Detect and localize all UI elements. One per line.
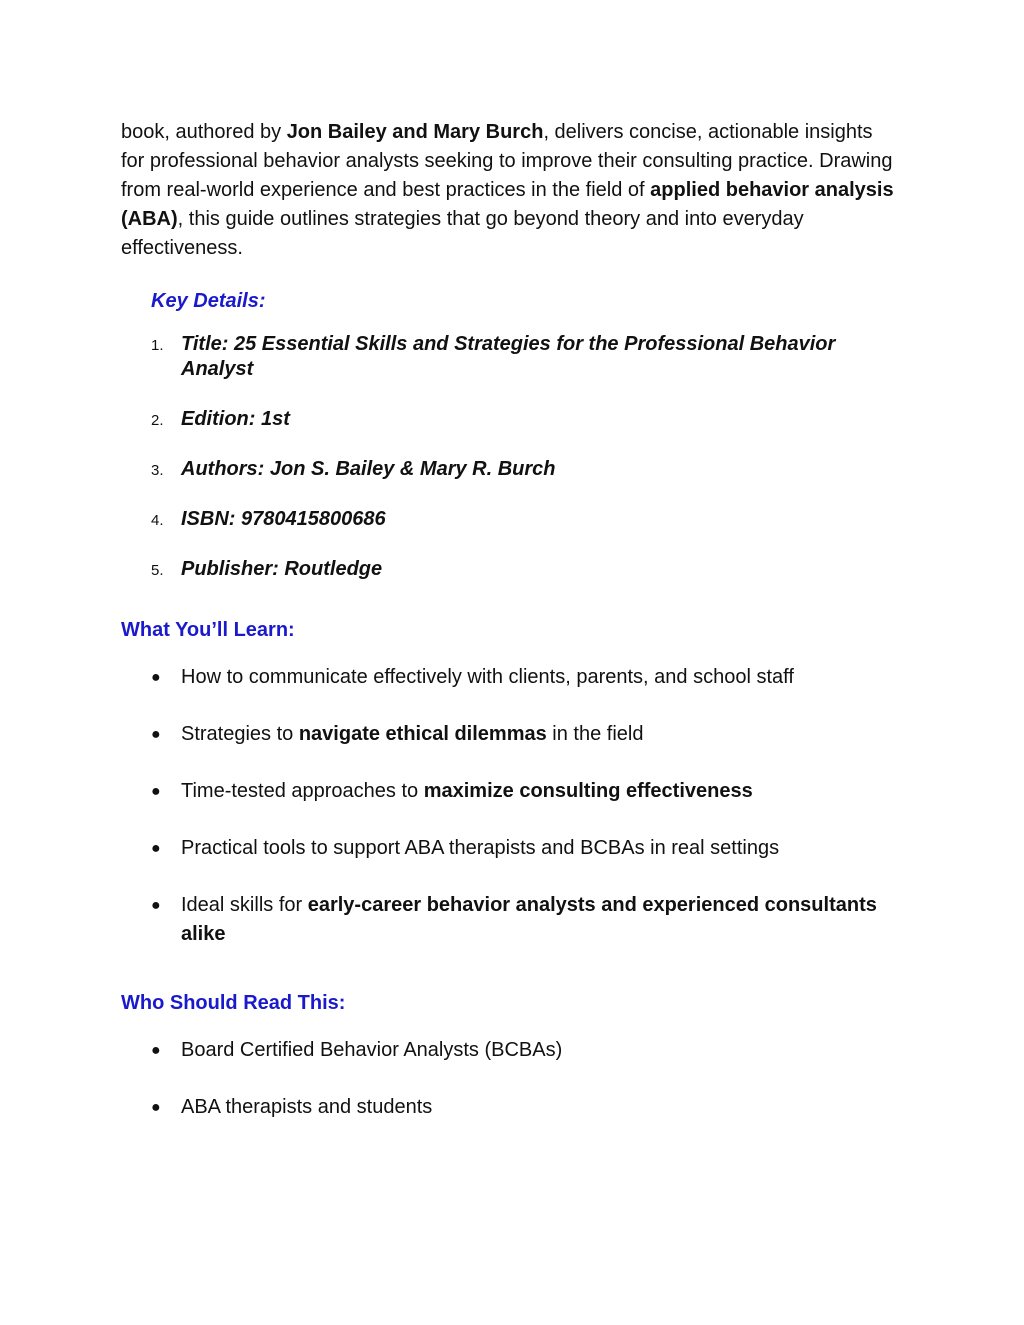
learn-item (121, 663, 901, 692)
what-you-will-learn-heading: What You’ll Learn: (121, 619, 295, 641)
intro-aba-bold: applied behavior analysis (ABA) (121, 179, 894, 230)
learn-item-text: Practical tools to support ABA therapists and BCBAs in real settings (181, 837, 780, 859)
list-number: 2. (151, 412, 164, 429)
learn-item-text: Time-tested approaches to (181, 780, 424, 802)
who-item (121, 1036, 901, 1065)
who-item (121, 1093, 901, 1122)
key-detail-item (121, 557, 901, 582)
learn-list (121, 663, 901, 949)
who-should-read-heading: Who Should Read This: (121, 992, 346, 1014)
learn-item-bold: maximize consulting effectiveness (423, 780, 753, 802)
key-detail-item (121, 507, 901, 532)
bullet-icon: ● (151, 783, 161, 800)
list-number: 1. (151, 337, 164, 354)
who-item-text: ABA therapists and students (181, 1096, 433, 1118)
learn-item (121, 777, 901, 806)
learn-item-text: Ideal skills for (181, 894, 308, 916)
learn-item (121, 720, 901, 749)
document-page (121, 118, 901, 1150)
learn-item-bold: early-career behavior analysts and experienced consultants alike (181, 894, 877, 945)
bullet-icon: ● (151, 897, 161, 914)
key-detail-item (121, 457, 901, 482)
list-number: 5. (151, 562, 164, 579)
intro-text-1: book, authored by (121, 121, 287, 143)
who-item-text: Board Certified Behavior Analysts (BCBAs) (181, 1039, 563, 1061)
bullet-icon: ● (151, 840, 161, 857)
bullet-icon: ● (151, 1042, 161, 1059)
intro-text-2: , delivers concise, actionable insights for professional behavior analysts seeking to improve their consulting practice. Drawing from real-world experience and best practices in the field of (121, 121, 893, 201)
key-details-list (121, 332, 901, 582)
key-detail-text: Edition: 1st (181, 408, 290, 430)
key-detail-text: Authors: Jon S. Bailey & Mary R. Burch (181, 458, 556, 480)
who-list (121, 1036, 901, 1122)
learn-item-bold: navigate ethical dilemmas (298, 723, 547, 745)
key-detail-text: ISBN: 9780415800686 (181, 508, 386, 530)
learn-item (121, 891, 901, 949)
list-number: 3. (151, 462, 164, 479)
intro-paragraph (121, 118, 901, 263)
bullet-icon: ● (151, 669, 161, 686)
key-details-heading: Key Details: (151, 290, 266, 312)
list-number: 4. (151, 512, 164, 529)
key-detail-item (121, 332, 901, 382)
intro-authors-bold: Jon Bailey and Mary Burch (286, 121, 544, 143)
key-detail-item (121, 407, 901, 432)
learn-item-text-after: in the field (546, 723, 644, 745)
learn-item-text: How to communicate effectively with clients, parents, and school staff (181, 666, 794, 688)
bullet-icon: ● (151, 726, 161, 743)
learn-item (121, 834, 901, 863)
learn-item-text: Strategies to (181, 723, 299, 745)
key-detail-text: Publisher: Routledge (181, 558, 383, 580)
key-detail-text: Title: 25 Essential Skills and Strategies for the Professional Behavior Analyst (181, 333, 836, 380)
bullet-icon: ● (151, 1099, 161, 1116)
intro-text-3: , this guide outlines strategies that go beyond theory and into everyday effectiveness. (121, 208, 804, 259)
